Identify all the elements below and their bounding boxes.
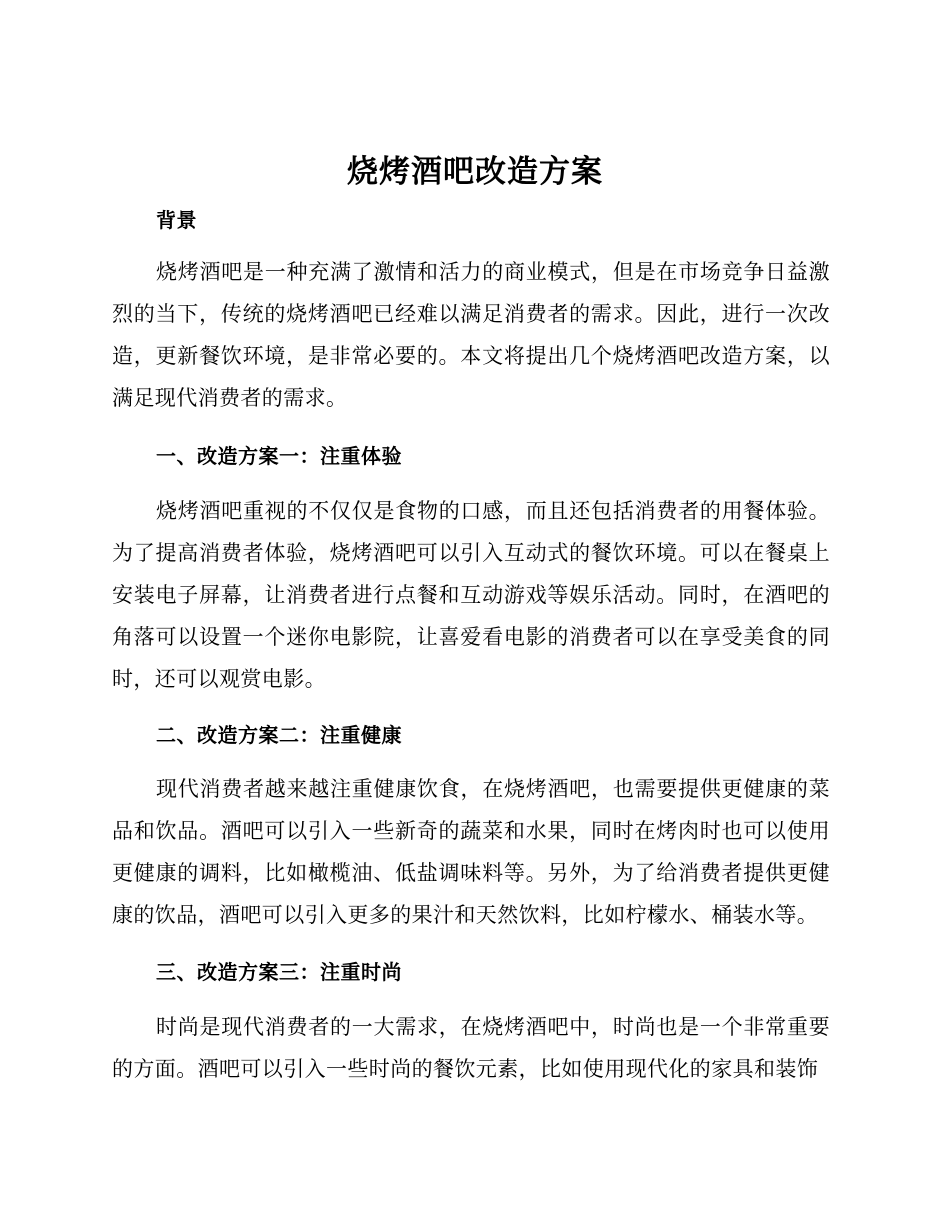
section-paragraph-experience: 烧烤酒吧重视的不仅仅是食物的口感，而且还包括消费者的用餐体验。为了提高消费者体验，烧烤酒吧可以引入互动式的餐饮环境。可以在餐桌上安装电子屏幕，让消费者进行点餐和互动游戏等娱乐活动。同时，在酒吧的角落可以设置一个迷你电影院，让喜爱看电影的消费者可以在享受美食的同时，还可以观赏电影。 <box>112 499 830 691</box>
document-title: 烧烤酒吧改造方案 <box>347 154 603 190</box>
section-paragraph-fashion: 时尚是现代消费者的一大需求，在烧烤酒吧中，时尚也是一个非常重要的方面。酒吧可以引入一些时尚的餐饮元素，比如使用现代化的家具和装饰 <box>112 1015 830 1081</box>
section-heading-background: 背景 <box>156 208 197 232</box>
section-paragraph-health: 现代消费者越来越注重健康饮食，在烧烤酒吧，也需要提供更健康的菜品和饮品。酒吧可以引入一些新奇的蔬菜和水果，同时在烤肉时也可以使用更健康的调料，比如橄榄油、低盐调味料等。另外，为了给消费者提供更健康的饮品，酒吧可以引入更多的果汁和天然饮料，比如柠檬水、桶装水等。 <box>112 777 830 927</box>
section-paragraph-background: 烧烤酒吧是一种充满了激情和活力的商业模式，但是在市场竞争日益激烈的当下，传统的烧烤酒吧已经难以满足消费者的需求。因此，进行一次改造，更新餐饮环境，是非常必要的。本文将提出几个烧烤酒吧改造方案，以满足现代消费者的需求。 <box>112 260 830 410</box>
section-heading-fashion: 三、改造方案三：注重时尚 <box>156 960 402 984</box>
section-heading-experience: 一、改造方案一：注重体验 <box>156 444 402 468</box>
section-heading-health: 二、改造方案二：注重健康 <box>156 723 402 747</box>
